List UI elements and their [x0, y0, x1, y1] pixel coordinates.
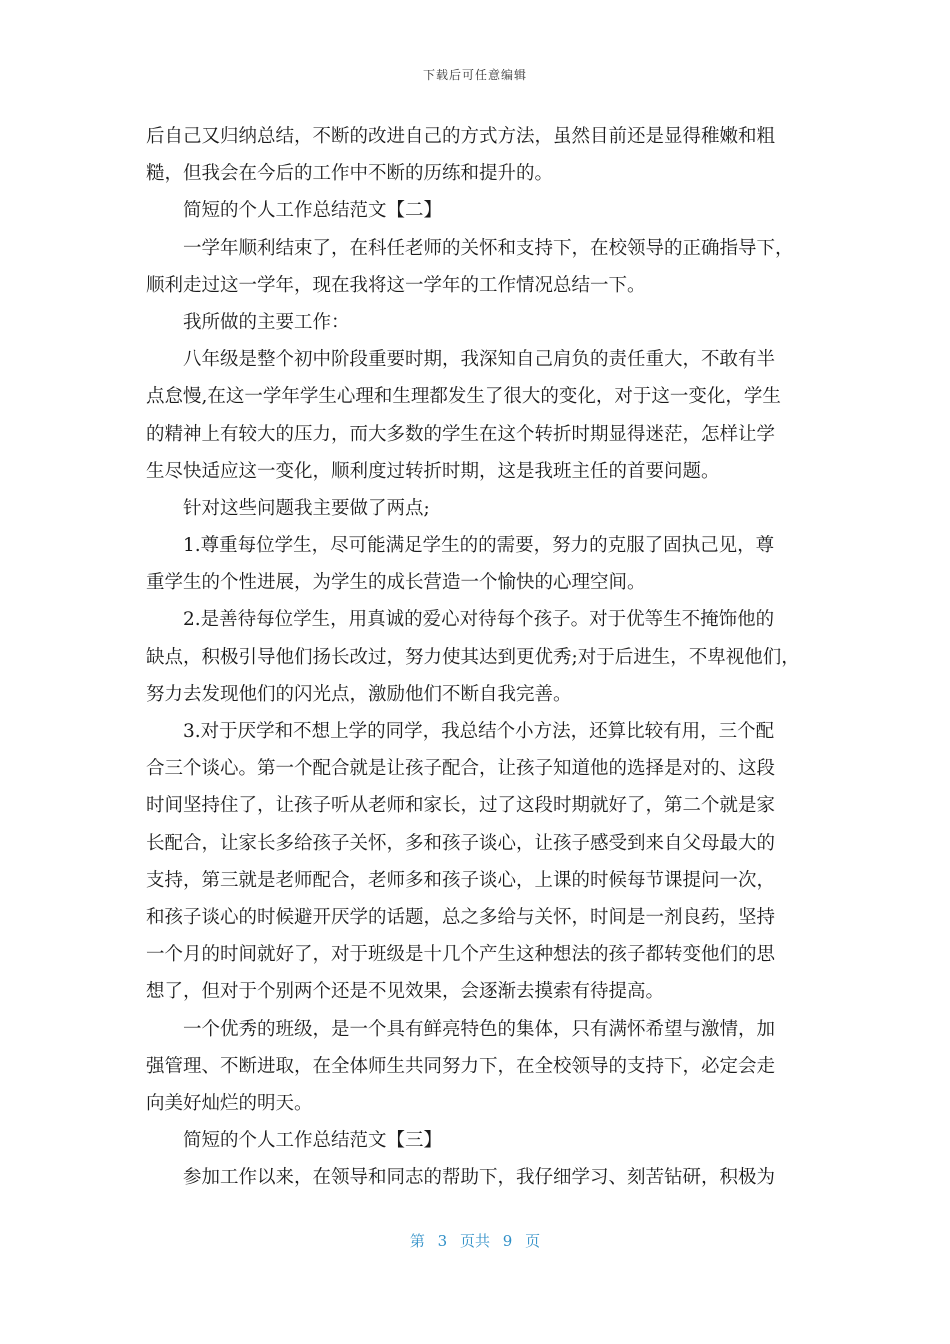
text-line: 简短的个人工作总结范文【二】	[183, 200, 443, 222]
text-line: 想了，但对于个别两个还是不见效果，会逐渐去摸索有待提高。	[146, 981, 665, 1003]
text-line: 2.是善待每位学生，用真诚的爱心对待每个孩子。对于优等生不掩饰他的	[183, 609, 775, 631]
text-line: 重学生的个性进展，为学生的成长营造一个愉快的心理空间。	[146, 572, 646, 594]
text-line: 针对这些问题我主要做了两点;	[183, 497, 430, 519]
text-line: 向美好灿烂的明天。	[146, 1092, 313, 1114]
text-line: 我所做的主要工作：	[183, 311, 350, 333]
text-line: 努力去发现他们的闪光点，激励他们不断自我完善。	[146, 683, 572, 705]
text-line: 长配合，让家长多给孩子关怀，多和孩子谈心，让孩子感受到来自父母最大的	[146, 832, 776, 854]
text-line: 合三个谈心。第一个配合就是让孩子配合，让孩子知道他的选择是对的、这段	[146, 758, 776, 780]
text-line: 和孩子谈心的时候避开厌学的话题，总之多给与关怀，时间是一剂良药，坚持	[146, 906, 776, 928]
text-line: 一学年顺利结束了，在科任老师的关怀和支持下，在校领导的正确指导下，	[183, 237, 794, 259]
document-body	[146, 118, 806, 1196]
text-line: 的精神上有较大的压力，而大多数的学生在这个转折时期显得迷茫，怎样让学	[146, 423, 776, 445]
text-line: 顺利走过这一学年，现在我将这一学年的工作情况总结一下。	[146, 274, 646, 296]
text-line: 生尽快适应这一变化，顺利度过转折时期，这是我班主任的首要问题。	[146, 460, 720, 482]
text-line: 时间坚持住了，让孩子听从老师和家长，过了这段时期就好了，第二个就是家	[146, 795, 776, 817]
text-line: 3.对于厌学和不想上学的同学，我总结个小方法，还算比较有用，三个配	[183, 721, 775, 742]
text-line: 糙，但我会在今后的工作中不断的历练和提升的。	[146, 163, 554, 185]
text-line: 缺点，积极引导他们扬长改过，努力使其达到更优秀;对于后进生，不卑视他们，	[146, 646, 800, 668]
text-line: 一个月的时间就好了，对于班级是十几个产生这种想法的孩子都转变他们的思	[146, 944, 776, 966]
text-line: 1.尊重每位学生，尽可能满足学生的的需要，努力的克服了固执己见，尊	[183, 535, 775, 557]
text-line: 点怠慢,在这一学年学生心理和生理都发生了很大的变化，对于这一变化，学生	[146, 386, 781, 408]
text-line: 支持，第三就是老师配合，老师多和孩子谈心，上课的时候每节课提问一次，	[146, 869, 776, 891]
text-line: 强管理、不断进取，在全体师生共同努力下，在全校领导的支持下，必定会走	[146, 1055, 776, 1077]
text-line: 八年级是整个初中阶段重要时期，我深知自己肩负的责任重大，不敢有半	[183, 349, 776, 371]
text-line: 一个优秀的班级，是一个具有鲜亮特色的集体，只有满怀希望与激情，加	[183, 1018, 776, 1040]
text-line: 后自己又归纳总结，不断的改进自己的方式方法，虽然目前还是显得稚嫩和粗	[146, 126, 776, 147]
page-header: 下载后可任意编辑	[422, 68, 527, 82]
text-line: 简短的个人工作总结范文【三】	[183, 1130, 443, 1152]
text-line: 参加工作以来，在领导和同志的帮助下，我仔细学习、刻苦钻研，积极为	[183, 1167, 776, 1189]
page-number: 第 3 页共 9 页	[409, 1232, 541, 1250]
